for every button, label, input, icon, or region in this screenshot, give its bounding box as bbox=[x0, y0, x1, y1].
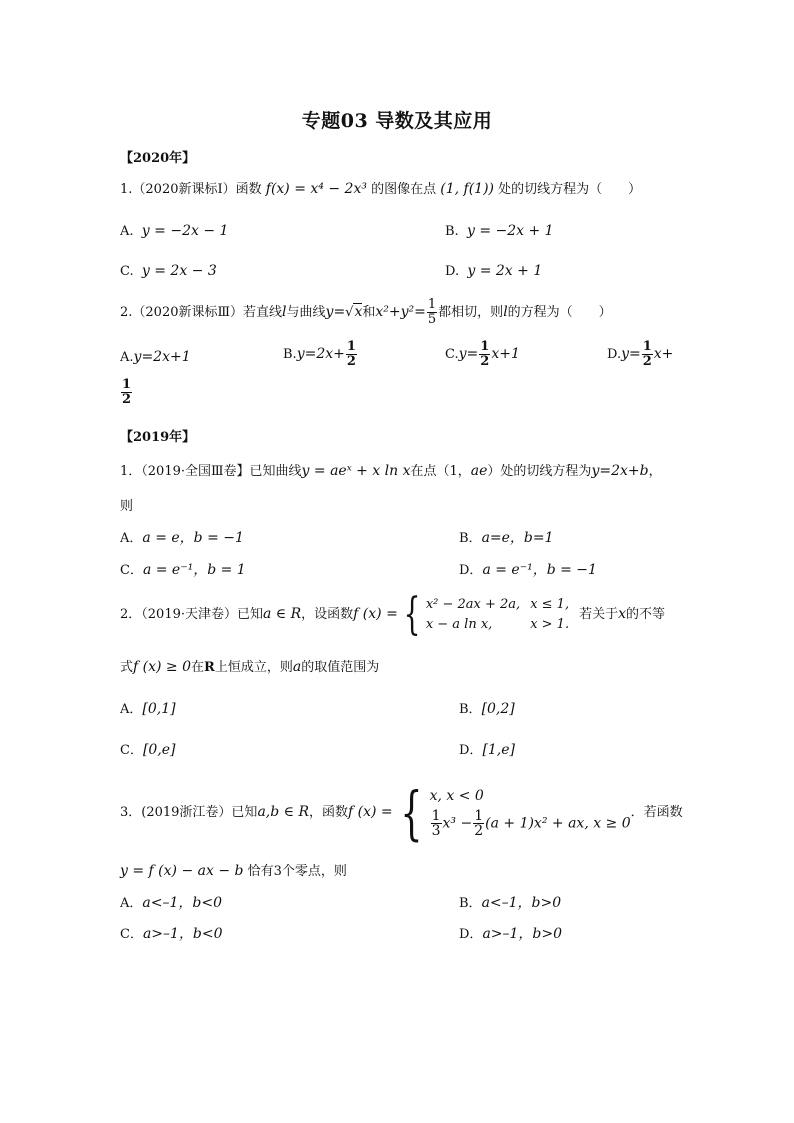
q-text: 2.（2020新课标Ⅲ）若直线 bbox=[120, 305, 283, 320]
q-text: ，函数 bbox=[309, 805, 349, 820]
brace: { bbox=[403, 588, 421, 640]
denominator: 2 bbox=[642, 354, 652, 369]
case-expr-2 bbox=[430, 809, 631, 838]
q2020-1-option-b bbox=[445, 222, 554, 241]
q2020-2-stem bbox=[120, 298, 612, 327]
q-math: a bbox=[292, 659, 302, 675]
option-expr: y= bbox=[458, 346, 479, 362]
q-math: a,b ∈ R bbox=[257, 804, 310, 820]
page-title: 专题03 导数及其应用 bbox=[301, 110, 493, 132]
q-math: y= bbox=[325, 304, 346, 320]
option-label: B. bbox=[283, 347, 297, 362]
q-math: f (x) = bbox=[353, 606, 398, 622]
q-text: ， bbox=[648, 464, 662, 479]
option-expr: [0,e] bbox=[142, 742, 176, 758]
q-text: 的方程为（ ） bbox=[507, 305, 612, 320]
q-math: x²+y²= bbox=[375, 304, 426, 320]
fraction bbox=[427, 298, 437, 327]
q2020-2-option-d bbox=[607, 340, 673, 369]
q-text: 在点（1， bbox=[410, 464, 471, 479]
q-text: ）处的切线方程为 bbox=[487, 464, 592, 479]
option-label: D． bbox=[459, 743, 483, 758]
sqrt-sign: √ bbox=[345, 305, 354, 320]
numerator: 1 bbox=[122, 377, 132, 392]
option-expr: a<–1，b>0 bbox=[481, 895, 562, 911]
option-expr: a = e，b = −1 bbox=[142, 530, 244, 546]
q2019-3-stem-cont bbox=[120, 862, 347, 881]
case-cond: x > 1. bbox=[530, 616, 570, 632]
q2020-1-stem bbox=[120, 180, 641, 199]
q-text: 上恒成立，则 bbox=[214, 660, 293, 675]
fraction-third bbox=[431, 809, 442, 838]
q2020-1-option-a bbox=[120, 222, 228, 241]
q-math: (1, f(1)) bbox=[440, 181, 494, 197]
option-expr: [0,1] bbox=[142, 701, 176, 717]
q2020-2-option-c bbox=[445, 340, 520, 369]
numerator: 1 bbox=[346, 339, 356, 354]
q2019-1-option-d bbox=[459, 561, 597, 580]
q-text: 的取值范围为 bbox=[301, 660, 380, 675]
option-expr: [0,2] bbox=[481, 701, 515, 717]
option-label: B． bbox=[459, 702, 482, 717]
q2019-3-option-a bbox=[120, 894, 222, 913]
option-label: B． bbox=[459, 896, 482, 911]
case-expr: x, x < 0 bbox=[429, 788, 484, 804]
option-expr: y=2x+ bbox=[296, 346, 345, 362]
denominator: 2 bbox=[474, 823, 484, 839]
q2020-1-option-c bbox=[120, 262, 217, 281]
option-expr: a=e，b=1 bbox=[481, 530, 554, 546]
option-label: D． bbox=[459, 927, 483, 942]
option-expr: y = −2x + 1 bbox=[466, 223, 554, 239]
q-math: f(x) = x⁴ − 2x³ bbox=[265, 181, 367, 197]
brace: { bbox=[400, 778, 423, 847]
q-text: 2．（2019·天津卷）已知 bbox=[120, 607, 263, 622]
denominator: 2 bbox=[122, 392, 132, 407]
q-math: ae bbox=[470, 463, 488, 479]
q2019-2-option-d bbox=[459, 741, 515, 760]
q-text: ，设函数 bbox=[301, 607, 354, 622]
option-label: C． bbox=[120, 563, 143, 578]
q-text: 1.（2020新课标Ⅰ）函数 bbox=[120, 182, 262, 197]
piecewise-cases bbox=[426, 595, 579, 635]
q2019-3-option-b bbox=[459, 894, 561, 913]
piecewise-cases bbox=[430, 787, 631, 838]
q-math: R bbox=[204, 660, 215, 675]
option-expr: x+ bbox=[653, 346, 674, 362]
q2019-3-stem bbox=[120, 778, 683, 847]
q-text: ．若函数 bbox=[630, 805, 683, 820]
denominator: 2 bbox=[480, 354, 490, 369]
denominator: 3 bbox=[431, 823, 441, 839]
q-math: x bbox=[354, 304, 363, 320]
q-text: 式 bbox=[120, 660, 134, 675]
case-cond: x ≤ 1, bbox=[530, 596, 570, 612]
option-expr: a>–1，b<0 bbox=[142, 926, 223, 942]
option-expr: a>–1，b>0 bbox=[482, 926, 563, 942]
option-label: B． bbox=[459, 531, 482, 546]
q2019-1-option-a bbox=[120, 529, 244, 548]
q2020-1-option-d bbox=[445, 262, 542, 281]
q-math: x bbox=[618, 606, 627, 622]
q2019-2-option-c bbox=[120, 741, 176, 760]
q2019-3-option-c bbox=[120, 925, 223, 944]
section-2020-heading: 【2020年】 bbox=[120, 151, 196, 166]
q-math: f (x) ≥ 0 bbox=[133, 659, 192, 675]
case-expr: x − a ln x, bbox=[425, 616, 493, 632]
numerator: 1 bbox=[480, 339, 490, 354]
option-label: B. bbox=[445, 224, 459, 239]
q-text: 3．(2019浙江卷）已知 bbox=[120, 805, 258, 820]
q2019-2-option-b bbox=[459, 700, 515, 719]
q-math: y = aeˣ + x ln x bbox=[301, 463, 411, 479]
option-label: A. bbox=[120, 350, 134, 365]
q2019-2-stem bbox=[120, 588, 666, 640]
case-expr: x² − 2ax + 2a, bbox=[425, 596, 521, 612]
q2019-1-stem-cont: 则 bbox=[120, 499, 134, 514]
q2019-3-option-d bbox=[459, 925, 562, 944]
numerator: 1 bbox=[642, 339, 652, 354]
q2019-2-option-a bbox=[120, 700, 176, 719]
q-math: l bbox=[282, 304, 287, 320]
q-text: 在 bbox=[191, 660, 205, 675]
option-expr: y = 2x + 1 bbox=[467, 263, 543, 279]
option-label: C. bbox=[445, 347, 459, 362]
option-label: D. bbox=[445, 264, 460, 279]
q-math: a ∈ R bbox=[263, 606, 302, 622]
option-expr: a<–1，b<0 bbox=[142, 895, 222, 911]
option-label: A． bbox=[120, 702, 143, 717]
case-text: x³ − bbox=[442, 815, 473, 832]
option-label: C． bbox=[120, 743, 143, 758]
q-math: l bbox=[503, 304, 508, 320]
q-math: y=2x+b bbox=[591, 463, 649, 479]
option-expr: [1,e] bbox=[482, 742, 516, 758]
option-expr: a = e⁻¹，b = 1 bbox=[142, 562, 246, 578]
option-expr: y= bbox=[621, 346, 641, 362]
option-label: A． bbox=[120, 531, 143, 546]
option-expr: y = −2x − 1 bbox=[141, 223, 229, 239]
q2019-2-stem-cont bbox=[120, 658, 379, 677]
q-text: 的图像在点 bbox=[371, 182, 437, 197]
q-math: f (x) = bbox=[348, 804, 393, 820]
q-text: 与曲线 bbox=[286, 305, 326, 320]
section-2019-heading: 【2019年】 bbox=[120, 430, 196, 445]
option-label: A． bbox=[120, 896, 143, 911]
numerator: 1 bbox=[427, 297, 437, 312]
option-expr: x+1 bbox=[491, 346, 520, 362]
q-text: 恰有3个零点，则 bbox=[247, 864, 347, 879]
q2020-2-option-b bbox=[283, 340, 358, 369]
option-expr: y = 2x − 3 bbox=[141, 263, 217, 279]
option-label: C． bbox=[120, 927, 143, 942]
q2019-1-option-b bbox=[459, 529, 554, 548]
denominator: 5 bbox=[427, 312, 437, 327]
fraction-half bbox=[121, 378, 132, 407]
fraction-half bbox=[473, 809, 484, 838]
q-text: 都相切，则 bbox=[438, 305, 504, 320]
q-math: y = f (x) − ax − b bbox=[120, 863, 244, 879]
q-text: 和 bbox=[362, 305, 376, 320]
denominator: 2 bbox=[346, 354, 356, 369]
option-label: D. bbox=[607, 347, 622, 362]
q2019-1-stem bbox=[120, 462, 662, 481]
q-text: 的不等 bbox=[626, 607, 666, 622]
option-label: C. bbox=[120, 264, 134, 279]
fraction-half bbox=[346, 340, 357, 369]
q2020-2-option-a bbox=[120, 348, 191, 367]
option-expr: y=2x+1 bbox=[133, 349, 191, 365]
q2019-1-option-c bbox=[120, 561, 246, 580]
q-text: 1．（2019·全国Ⅲ卷】已知曲线 bbox=[120, 464, 302, 479]
fraction-half bbox=[642, 340, 653, 369]
option-label: A. bbox=[120, 224, 134, 239]
case-text: (a + 1)x² + ax, x ≥ 0 bbox=[485, 815, 631, 832]
q-text: 若关于 bbox=[579, 607, 619, 622]
fraction-half bbox=[479, 340, 490, 369]
option-label: D． bbox=[459, 563, 483, 578]
option-expr: a = e⁻¹，b = −1 bbox=[482, 562, 597, 578]
q-text: 处的切线方程为（ ） bbox=[498, 182, 642, 197]
q2020-2-option-d-continued bbox=[120, 378, 133, 407]
numerator: 1 bbox=[431, 808, 441, 824]
numerator: 1 bbox=[474, 808, 484, 824]
